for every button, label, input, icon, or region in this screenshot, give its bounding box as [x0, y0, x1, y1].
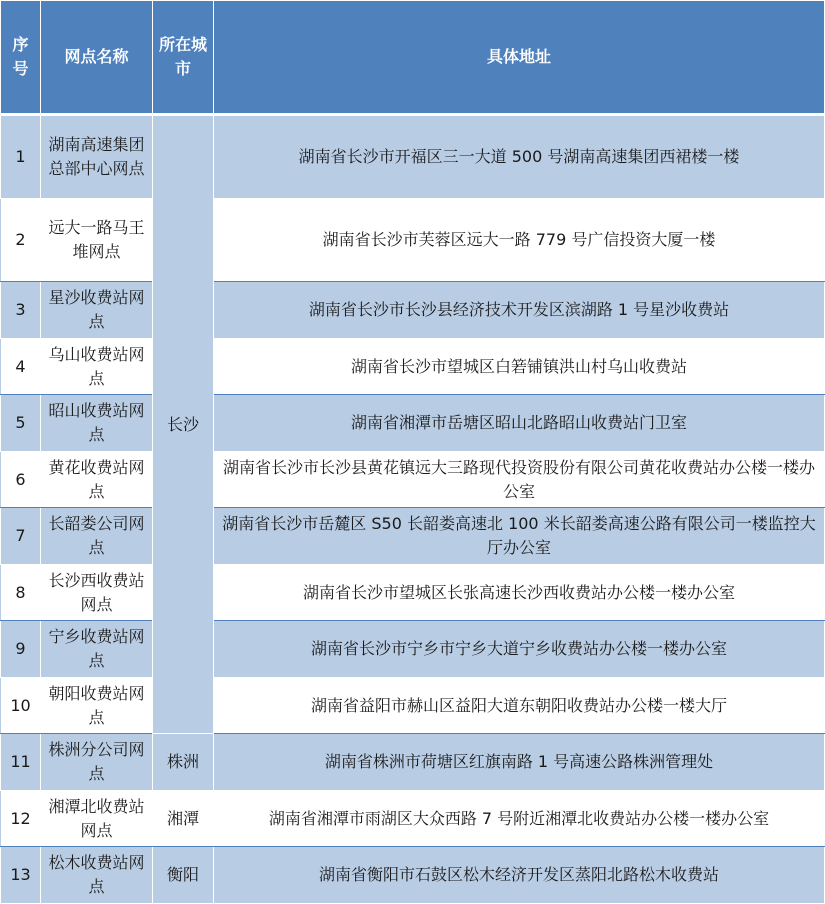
table-row	[1, 199, 825, 282]
row-city: 衡阳	[153, 847, 214, 904]
row-index: 11	[1, 734, 41, 791]
row-index: 3	[1, 282, 41, 339]
row-index: 12	[1, 791, 41, 847]
row-name: 星沙收费站网点	[41, 282, 153, 339]
table-row	[1, 565, 825, 621]
row-name: 株洲分公司网点	[41, 734, 153, 791]
row-city: 株洲	[153, 734, 214, 791]
row-address: 湖南省长沙市望城区长张高速长沙西收费站办公楼一楼办公室	[214, 565, 825, 621]
row-address: 湖南省长沙市长沙县黄花镇远大三路现代投资股份有限公司黄花收费站办公楼一楼办公室	[214, 452, 825, 508]
header-name: 网点名称	[41, 1, 153, 115]
header-address: 具体地址	[214, 1, 825, 115]
table-row	[1, 621, 825, 678]
table-row	[1, 678, 825, 734]
row-name: 湘潭北收费站网点	[41, 791, 153, 847]
table-row	[1, 508, 825, 565]
row-address: 湖南省长沙市长沙县经济技术开发区滨湖路 1 号星沙收费站	[214, 282, 825, 339]
row-index: 13	[1, 847, 41, 904]
row-name: 乌山收费站网点	[41, 339, 153, 395]
row-name: 长韶娄公司网点	[41, 508, 153, 565]
row-name: 朝阳收费站网点	[41, 678, 153, 734]
row-name: 湖南高速集团总部中心网点	[41, 115, 153, 199]
table-row	[1, 452, 825, 508]
table-row	[1, 115, 825, 199]
row-city: 湘潭	[153, 791, 214, 847]
row-index: 10	[1, 678, 41, 734]
row-index: 1	[1, 115, 41, 199]
row-index: 9	[1, 621, 41, 678]
row-name: 昭山收费站网点	[41, 395, 153, 452]
row-address: 湖南省长沙市岳麓区 S50 长韶娄高速北 100 米长韶娄高速公路有限公司一楼监控大厅办公室	[214, 508, 825, 565]
row-name: 远大一路马王堆网点	[41, 199, 153, 282]
table-row	[1, 282, 825, 339]
row-address: 湖南省衡阳市石鼓区松木经济开发区蒸阳北路松木收费站	[214, 847, 825, 904]
row-address: 湖南省益阳市赫山区益阳大道东朝阳收费站办公楼一楼大厅	[214, 678, 825, 734]
header-row	[1, 1, 825, 115]
table-row	[1, 847, 825, 904]
row-address: 湖南省湘潭市岳塘区昭山北路昭山收费站门卫室	[214, 395, 825, 452]
row-index: 2	[1, 199, 41, 282]
table-row	[1, 339, 825, 395]
row-name: 黄花收费站网点	[41, 452, 153, 508]
row-address: 湖南省长沙市开福区三一大道 500 号湖南高速集团西裙楼一楼	[214, 115, 825, 199]
row-address: 湖南省长沙市芙蓉区远大一路 779 号广信投资大厦一楼	[214, 199, 825, 282]
row-index: 8	[1, 565, 41, 621]
row-index: 5	[1, 395, 41, 452]
header-city: 所在城市	[153, 1, 214, 115]
row-name: 松木收费站网点	[41, 847, 153, 904]
table-row	[1, 791, 825, 847]
row-address: 湖南省株洲市荷塘区红旗南路 1 号高速公路株洲管理处	[214, 734, 825, 791]
row-index: 6	[1, 452, 41, 508]
row-address: 湖南省长沙市宁乡市宁乡大道宁乡收费站办公楼一楼办公室	[214, 621, 825, 678]
row-address: 湖南省湘潭市雨湖区大众西路 7 号附近湘潭北收费站办公楼一楼办公室	[214, 791, 825, 847]
row-name: 宁乡收费站网点	[41, 621, 153, 678]
row-name: 长沙西收费站网点	[41, 565, 153, 621]
table-row	[1, 395, 825, 452]
header-index: 序号	[1, 1, 41, 115]
table-row	[1, 734, 825, 791]
row-city: 长沙	[153, 115, 214, 734]
row-index: 4	[1, 339, 41, 395]
row-address: 湖南省长沙市望城区白箬铺镇洪山村乌山收费站	[214, 339, 825, 395]
row-index: 7	[1, 508, 41, 565]
